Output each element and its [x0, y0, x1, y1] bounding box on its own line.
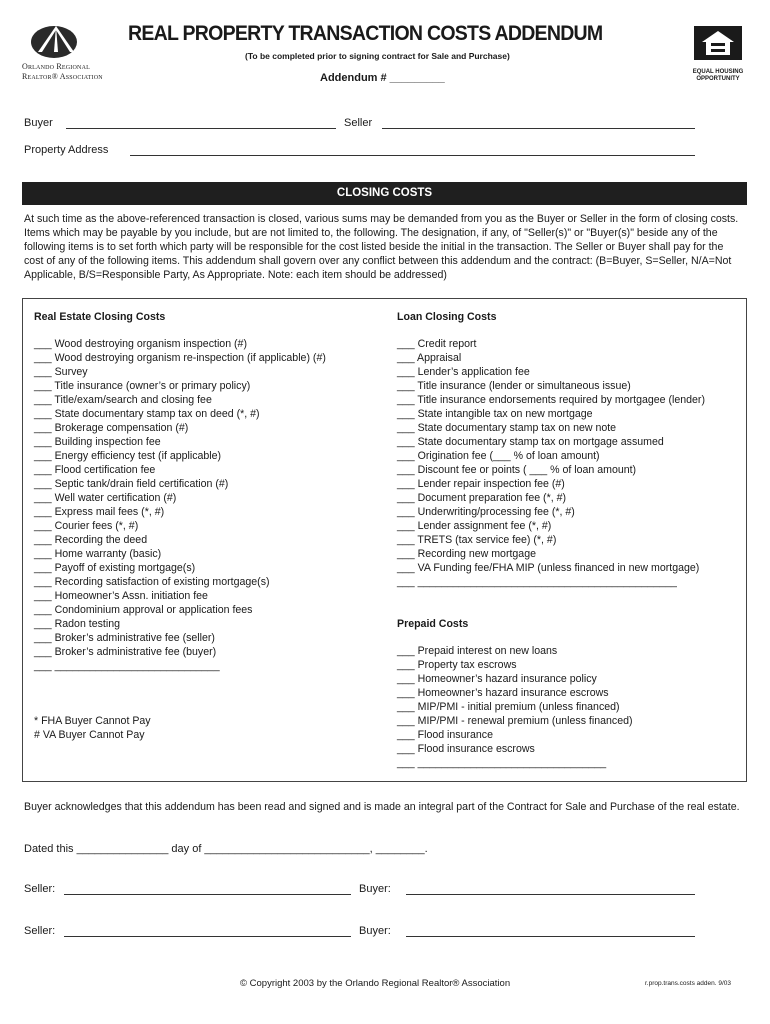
form-id-text: r.prop.trans.costs adden. 9/03: [645, 980, 731, 987]
list-item[interactable]: ___ Building inspection fee: [34, 436, 161, 448]
seller-signature-label-1: Seller:: [24, 883, 56, 895]
list-item[interactable]: ___ Credit report: [397, 338, 477, 350]
list-item[interactable]: ___ ____________________________: [34, 660, 220, 672]
property-address-label: Property Address: [24, 144, 109, 156]
list-item[interactable]: ___ TRETS (tax service fee) (*, #): [397, 534, 557, 546]
dated-line-field[interactable]: Dated this _______________ day of ___________________________, ________.: [24, 843, 428, 855]
list-item[interactable]: ___ Title/exam/search and closing fee: [34, 394, 212, 406]
list-item[interactable]: ___ Flood insurance: [397, 729, 493, 741]
list-item[interactable]: ___ Lender’s application fee: [397, 366, 530, 378]
loan-costs-list: [397, 337, 705, 589]
list-item[interactable]: ___ ________________________________: [397, 757, 607, 769]
list-item[interactable]: ___ State intangible tax on new mortgage: [397, 408, 593, 420]
eho-text-line1: EQUAL HOUSING: [692, 69, 744, 75]
list-item[interactable]: ___ Flood insurance escrows: [397, 743, 535, 755]
list-item[interactable]: ___ Radon testing: [34, 618, 120, 630]
list-item[interactable]: ___ Broker’s administrative fee (buyer): [34, 646, 217, 658]
list-item[interactable]: ___ Title insurance endorsements required by mortgagee (lender): [397, 394, 705, 406]
list-item[interactable]: ___ MIP/PMI - renewal premium (unless financed): [397, 715, 633, 727]
list-item[interactable]: ___ Homeowner’s Assn. initiation fee: [34, 590, 208, 602]
seller-signature-field-1[interactable]: [64, 894, 351, 895]
buyer-label: Buyer: [24, 117, 53, 129]
va-note: # VA Buyer Cannot Pay: [34, 729, 145, 741]
real-estate-costs-heading: Real Estate Closing Costs: [34, 311, 166, 323]
addendum-number-field[interactable]: Addendum # _________: [320, 72, 445, 84]
intro-paragraph: At such time as the above-referenced transaction is closed, various sums may be demanded from you as the Buyer or Seller in the form of closing costs. Items which may be payable by you include, but are not limited to, the following. The designation, if any, of "Seller(s)" or "Buyer(s)" beside any of the following items is to set forth which party will be responsible for the cost listed beside the initial in the transaction. The Seller or Buyer shall pay for the cost of any of the following items. This addendum shall govern over any conflict between this addendum and the contract: (B=Buyer, S=Seller, N/A=Not Applicable, B/S=Responsible Party, As Appropriate. Note: each item should be addressed): [24, 213, 739, 281]
list-item[interactable]: ___ Septic tank/drain field certification (#): [34, 478, 229, 490]
list-item[interactable]: ___ Flood certification fee: [34, 464, 156, 476]
property-address-field[interactable]: [130, 155, 695, 156]
prepaid-costs-heading: Prepaid Costs: [397, 618, 469, 630]
list-item[interactable]: ___ Home warranty (basic): [34, 548, 162, 560]
list-item[interactable]: ___ State documentary stamp tax on mortgage assumed: [397, 436, 664, 448]
equal-housing-house-icon: [690, 22, 746, 62]
list-item[interactable]: ___ MIP/PMI - initial premium (unless financed): [397, 701, 620, 713]
closing-costs-section-header: CLOSING COSTS: [22, 182, 747, 205]
list-item[interactable]: ___ Survey: [34, 366, 88, 378]
list-item[interactable]: ___ Property tax escrows: [397, 659, 517, 671]
acknowledgment-paragraph: Buyer acknowledges that this addendum has been read and signed and is made an integral part of the Contract for Sale and Purchase of the real estate.: [24, 801, 740, 813]
list-item[interactable]: ___ Wood destroying organism re-inspection (if applicable) (#): [34, 352, 326, 364]
list-item[interactable]: ___ Underwriting/processing fee (*, #): [397, 506, 575, 518]
real-estate-costs-list: [34, 337, 326, 673]
list-item[interactable]: ___ Appraisal: [397, 352, 462, 364]
fha-note: * FHA Buyer Cannot Pay: [34, 715, 151, 727]
list-item[interactable]: ___ Homeowner’s hazard insurance policy: [397, 673, 597, 685]
list-item[interactable]: ___ Recording satisfaction of existing mortgage(s): [34, 576, 270, 588]
list-item[interactable]: ___ Courier fees (*, #): [34, 520, 139, 532]
seller-signature-field-2[interactable]: [64, 936, 351, 937]
list-item[interactable]: ___ Homeowner’s hazard insurance escrows: [397, 687, 609, 699]
org-name-line1: Orlando Regional: [22, 62, 90, 71]
list-item[interactable]: ___ Title insurance (lender or simultaneous issue): [397, 380, 631, 392]
buyer-signature-label-1: Buyer:: [359, 883, 391, 895]
buyer-signature-label-2: Buyer:: [359, 925, 391, 937]
list-item[interactable]: ___ Well water certification (#): [34, 492, 177, 504]
list-item[interactable]: ___ State documentary stamp tax on deed (*, #): [34, 408, 260, 420]
prepaid-costs-list: [397, 644, 633, 770]
org-name-line2: Realtor® Association: [22, 72, 103, 81]
loan-costs-heading: Loan Closing Costs: [397, 311, 497, 323]
list-item[interactable]: ___ Broker’s administrative fee (seller): [34, 632, 215, 644]
list-item[interactable]: ___ Title insurance (owner’s or primary policy): [34, 380, 251, 392]
list-item[interactable]: ___ Recording the deed: [34, 534, 148, 546]
list-item[interactable]: ___ Express mail fees (*, #): [34, 506, 165, 518]
seller-name-field[interactable]: [382, 128, 695, 129]
list-item[interactable]: ___ Discount fee or points ( ___ % of loan amount): [397, 464, 637, 476]
list-item[interactable]: ___ Brokerage compensation (#): [34, 422, 189, 434]
seller-signature-label-2: Seller:: [24, 925, 56, 937]
eho-text-line2: OPPORTUNITY: [696, 76, 740, 82]
list-item[interactable]: ___ Origination fee (___ % of loan amount): [397, 450, 600, 462]
list-item[interactable]: ___ Recording new mortgage: [397, 548, 536, 560]
seller-label: Seller: [344, 117, 373, 129]
list-item[interactable]: ___ Lender repair inspection fee (#): [397, 478, 565, 490]
copyright-text: © Copyright 2003 by the Orlando Regional Realtor® Association: [240, 978, 511, 989]
page-title: REAL PROPERTY TRANSACTION COSTS ADDENDUM: [128, 22, 603, 45]
ora-logo-mark-icon: [22, 22, 132, 62]
ora-logo-text: [22, 62, 103, 82]
buyer-signature-field-2[interactable]: [406, 936, 695, 937]
list-item[interactable]: ___ State documentary stamp tax on new note: [397, 422, 617, 434]
list-item[interactable]: ___ Prepaid interest on new loans: [397, 645, 558, 657]
list-item[interactable]: ___ VA Funding fee/FHA MIP (unless financed in new mortgage): [397, 562, 700, 574]
buyer-signature-field-1[interactable]: [406, 894, 695, 895]
list-item[interactable]: ___ Condominium approval or application fees: [34, 604, 253, 616]
list-item[interactable]: ___ ____________________________________________: [397, 576, 677, 588]
cost-notes: [34, 714, 151, 742]
list-item[interactable]: ___ Lender assignment fee (*, #): [397, 520, 552, 532]
page-subtitle: (To be completed prior to signing contract for Sale and Purchase): [245, 51, 510, 61]
ora-logo: [22, 22, 132, 88]
list-item[interactable]: ___ Energy efficiency test (if applicable): [34, 450, 222, 462]
list-item[interactable]: ___ Wood destroying organism inspection (#): [34, 338, 247, 350]
list-item[interactable]: ___ Payoff of existing mortgage(s): [34, 562, 196, 574]
buyer-name-field[interactable]: [66, 128, 336, 129]
equal-housing-logo: [690, 22, 746, 83]
list-item[interactable]: ___ Document preparation fee (*, #): [397, 492, 567, 504]
